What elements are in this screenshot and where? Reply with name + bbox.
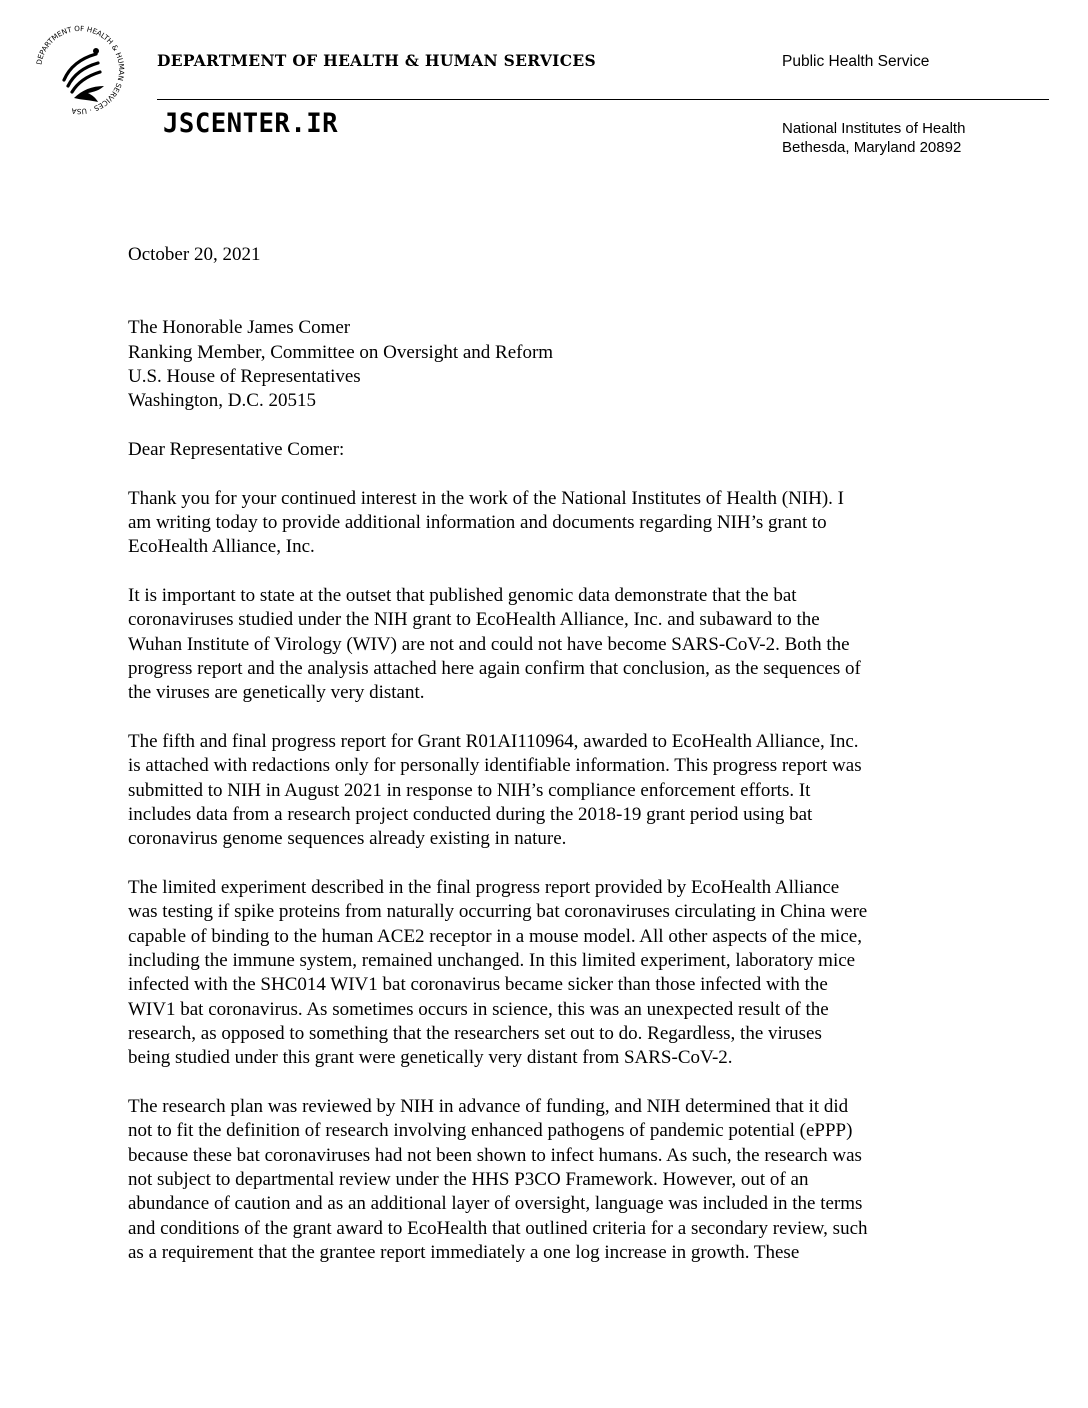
- agency-address: [782, 119, 965, 157]
- header-divider: [157, 99, 1049, 100]
- text-line: coronavirus genome sequences already existing in nature.: [128, 828, 567, 850]
- watermark-text: JSCENTER.IR: [163, 108, 339, 139]
- text-line: WIV1 bat coronavirus. As sometimes occurs in science, this was an unexpected result of the: [128, 998, 829, 1020]
- service-name: Public Health Service: [782, 53, 930, 70]
- letter-body: [128, 243, 968, 1265]
- text-line: coronaviruses studied under the NIH grant to EcoHealth Alliance, Inc. and subaward to the: [128, 609, 820, 631]
- recipient-line: Washington, D.C. 20515: [128, 390, 316, 412]
- hhs-seal-logo: [30, 20, 130, 120]
- text-line: was testing if spike proteins from naturally occurring bat coronaviruses circulating in China were: [128, 901, 868, 923]
- text-line: not subject to departmental review under the HHS P3CO Framework. However, out of an: [128, 1168, 809, 1190]
- text-line: progress report and the analysis attached here again confirm that conclusion, as the sequences of: [128, 658, 861, 680]
- paragraph-4: [128, 876, 968, 1070]
- paragraph-1: [128, 487, 968, 560]
- paragraph-3: [128, 730, 968, 851]
- recipient-block: [128, 316, 968, 413]
- text-line: the viruses are genetically very distant.: [128, 682, 425, 704]
- text-line: abundance of caution and as an additional layer of oversight, language was included in the terms: [128, 1193, 863, 1215]
- text-line: not to fit the definition of research involving enhanced pathogens of pandemic potential (ePPP): [128, 1120, 853, 1142]
- text-line: is attached with redactions only for personally identifiable information. This progress report was: [128, 755, 862, 777]
- text-line: Thank you for your continued interest in the work of the National Institutes of Health (NIH). I: [128, 487, 845, 509]
- text-line: includes data from a research project conducted during the 2018-19 grant period using bat: [128, 804, 813, 826]
- department-heading: DEPARTMENT OF HEALTH & HUMAN SERVICES: [157, 51, 596, 70]
- text-line: because these bat coronaviruses had not been shown to infect humans. As such, the research was: [128, 1144, 862, 1166]
- recipient-line: The Honorable James Comer: [128, 317, 351, 339]
- text-line: The fifth and final progress report for Grant R01AI110964, awarded to EcoHealth Alliance, Inc.: [128, 731, 859, 753]
- text-line: as a requirement that the grantee report immediately a one log increase in growth. These: [128, 1241, 800, 1263]
- text-line: being studied under this grant were genetically very distant from SARS-CoV-2.: [128, 1047, 733, 1069]
- svg-text:DEPARTMENT OF HEALTH & HUMAN S: DEPARTMENT OF HEALTH & HUMAN SERVICES · USA: [34, 23, 127, 117]
- salutation: Dear Representative Comer:: [128, 438, 345, 460]
- letter-date: October 20, 2021: [128, 244, 261, 265]
- agency-location: Bethesda, Maryland 20892: [782, 139, 962, 156]
- text-line: It is important to state at the outset that published genomic data demonstrate that the bat: [128, 585, 797, 607]
- text-line: The research plan was reviewed by NIH in advance of funding, and NIH determined that it did: [128, 1096, 849, 1118]
- text-line: EcoHealth Alliance, Inc.: [128, 536, 315, 558]
- text-line: Wuhan Institute of Virology (WIV) are not and could not have become SARS-CoV-2. Both the: [128, 633, 850, 655]
- text-line: submitted to NIH in August 2021 in response to NIH’s compliance enforcement efforts. It: [128, 779, 811, 801]
- paragraph-5: [128, 1095, 968, 1265]
- text-line: including the immune system, remained unchanged. In this limited experiment, laboratory mice: [128, 950, 856, 972]
- text-line: am writing today to provide additional information and documents regarding NIH’s grant to: [128, 512, 827, 534]
- text-line: The limited experiment described in the final progress report provided by EcoHealth Alliance: [128, 877, 840, 899]
- text-line: and conditions of the grant award to EcoHealth that outlined criteria for a secondary review, such: [128, 1217, 868, 1239]
- recipient-line: U.S. House of Representatives: [128, 365, 361, 387]
- text-line: capable of binding to the human ACE2 receptor in a mouse model. All other aspects of the mice,: [128, 925, 862, 947]
- text-line: research, as opposed to something that the researchers set out to do. Regardless, the viruses: [128, 1022, 822, 1044]
- text-line: infected with the SHC014 WIV1 bat coronavirus became sicker than those infected with the: [128, 974, 828, 996]
- agency-name: National Institutes of Health: [782, 120, 966, 137]
- paragraph-2: [128, 584, 968, 705]
- recipient-line: Ranking Member, Committee on Oversight and Reform: [128, 341, 554, 363]
